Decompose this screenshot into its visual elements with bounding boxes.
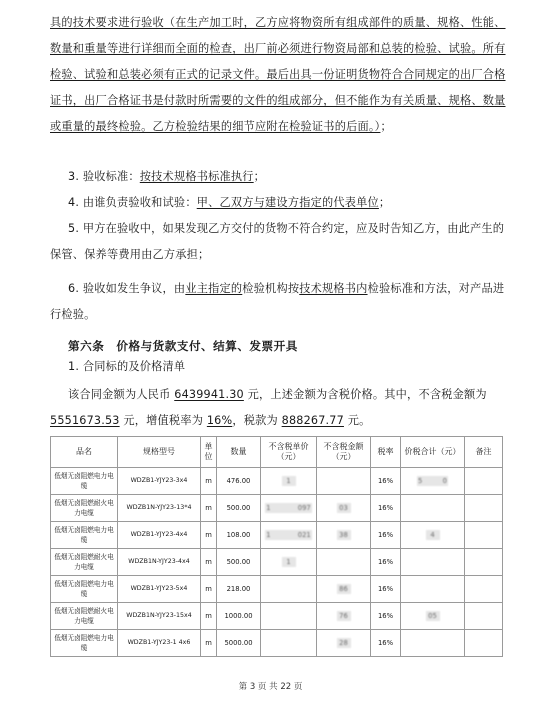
text: 元。	[343, 414, 371, 427]
cell-amount	[317, 549, 371, 576]
cell-qty: 1000.00	[217, 603, 261, 630]
redacted-value: 28	[337, 638, 351, 648]
cell-total	[401, 603, 465, 630]
cell-amount	[317, 468, 371, 495]
paragraph-line: 数量和重量等进行详细而全面的检查，出厂前必须进行物资局部和总装的检验、试验。所有	[50, 42, 506, 55]
cell-note	[465, 630, 503, 657]
punctuation: ；	[253, 170, 266, 183]
cell-name: 低烟无卤阻燃电力电缆	[51, 522, 118, 549]
cell-name: 低烟无卤阻燃电力电缆	[51, 576, 118, 603]
underlined-text: 技术规格书内	[299, 282, 368, 295]
section-title: 第六条 价格与货款支付、结算、发票开具	[68, 339, 298, 353]
redacted-value: 5 0	[417, 477, 448, 485]
cell-unit: m	[201, 495, 217, 522]
text: 元，上述金额为含税价格。其中，不含税金额为	[243, 388, 487, 401]
cell-rate: 16%	[371, 603, 401, 630]
cell-model: WDZB1N-YJY23-4x4	[118, 549, 201, 576]
table-row	[51, 522, 503, 549]
cell-model: WDZB1-YJY23-3x4	[118, 468, 201, 495]
paragraph-line: 证书，出厂合格证书是付款时所需要的文件的组成部分，但不能作为有关质量、规格、数量	[50, 94, 506, 107]
cell-qty: 218.00	[217, 576, 261, 603]
tax-amount: 888267.77	[281, 414, 344, 427]
cell-qty: 5000.00	[217, 630, 261, 657]
cell-price	[261, 576, 317, 603]
item-value: 甲、乙双方与建设方指定的代表单位	[196, 196, 379, 209]
cell-unit: m	[201, 549, 217, 576]
col-header-qty: 数量	[217, 437, 261, 468]
cell-qty: 108.00	[217, 522, 261, 549]
punctuation: ；	[380, 120, 392, 133]
text: 检验机构按	[242, 282, 300, 295]
col-header-unit: 单位	[201, 437, 217, 468]
cell-name: 低烟无卤阻燃耐火电力电缆	[51, 549, 118, 576]
paragraph-line: 保管、保养等费用由乙方承担；	[50, 248, 210, 261]
cell-model: WDZB1-YJY23-1 4x6	[118, 630, 201, 657]
item-value: 按技术规格书标准执行	[139, 170, 254, 183]
cell-model: WDZB1-YJY23-5x4	[118, 576, 201, 603]
cell-amount	[317, 603, 371, 630]
untaxed-amount: 5551673.53	[50, 414, 120, 427]
redacted-value: 86	[337, 584, 351, 594]
page-footer: 第 3 页 共 22 页	[238, 682, 303, 692]
redacted-value: 1 021	[266, 531, 311, 539]
cell-rate: 16%	[371, 576, 401, 603]
table-row	[51, 495, 503, 522]
col-header-model: 规格型号	[118, 437, 201, 468]
cell-model: WDZB1N-YJY23-15x4	[118, 603, 201, 630]
underlined-text: 或重量的最终检验。乙方检验结果的细节应附在检验证书的后面。）	[50, 120, 381, 133]
cell-rate: 16%	[371, 522, 401, 549]
cell-name: 低烟无卤阻燃电力电缆	[51, 468, 118, 495]
redacted-value: 1	[282, 557, 296, 567]
paragraph-line	[50, 114, 490, 140]
table-header-row	[51, 437, 503, 468]
cell-rate: 16%	[371, 549, 401, 576]
cell-price	[261, 603, 317, 630]
text: 该合同金额为人民币	[68, 388, 175, 401]
cell-unit: m	[201, 630, 217, 657]
cell-total	[401, 522, 465, 549]
cell-rate: 16%	[371, 468, 401, 495]
item-prefix: 4. 由谁负责验收和试验：	[68, 196, 197, 209]
cell-price	[261, 549, 317, 576]
text: 6. 验收如发生争议，由	[68, 282, 186, 295]
cell-price	[261, 468, 317, 495]
redacted-value: 1 097	[266, 504, 311, 512]
cell-unit: m	[201, 468, 217, 495]
cell-note	[465, 576, 503, 603]
cell-name: 低烟无卤阻燃耐火电力电缆	[51, 495, 118, 522]
cell-rate: 16%	[371, 630, 401, 657]
paragraph-line: 检验、试验和总装必须有正式的记录文件。最后出具一份证明货物符合合同规定的出厂合格	[50, 68, 506, 81]
redacted-value: 05	[426, 611, 440, 621]
text: ，税款为	[232, 414, 282, 427]
cell-total	[401, 495, 465, 522]
cell-amount	[317, 630, 371, 657]
cell-price	[261, 522, 317, 549]
cell-name: 低烟无卤阻燃电力电缆	[51, 630, 118, 657]
cell-total	[401, 576, 465, 603]
redacted-value: 76	[337, 611, 351, 621]
cell-model: WDZB1N-YJY23-13*4	[118, 495, 201, 522]
cell-unit: m	[201, 522, 217, 549]
col-header-note: 备注	[465, 437, 503, 468]
table-row	[51, 576, 503, 603]
cell-amount	[317, 522, 371, 549]
item-prefix: 3. 验收标准：	[68, 170, 140, 183]
punctuation: ；	[378, 196, 391, 209]
cell-amount	[317, 576, 371, 603]
redacted-value: 38	[337, 530, 351, 540]
redacted-value: 4	[426, 530, 440, 540]
col-header-amount: 不含税金额（元）	[317, 437, 371, 468]
cell-name: 低烟无卤阻燃耐火电力电缆	[51, 603, 118, 630]
paragraph-line: 5. 甲方在验收中，如果发现乙方交付的货物不符合约定，应及时告知乙方，由此产生的	[68, 222, 505, 235]
acceptance-responsible	[68, 190, 508, 216]
cell-unit: m	[201, 603, 217, 630]
subsection-title: 1. 合同标的及价格清单	[68, 360, 186, 373]
cell-note	[465, 603, 503, 630]
paragraph-line: 行检验。	[50, 308, 96, 321]
text: 元，增值税率为	[119, 414, 207, 427]
paragraph-line: 具的技术要求进行验收（在生产加工时，乙方应将物资所有组成部件的质量、规格、性能、	[50, 16, 506, 29]
cell-total	[401, 468, 465, 495]
cell-qty: 476.00	[217, 468, 261, 495]
cell-note	[465, 549, 503, 576]
price-statement-line1	[68, 382, 508, 408]
col-header-total: 价税合计（元）	[401, 437, 465, 468]
cell-note	[465, 522, 503, 549]
tax-rate: 16%	[206, 414, 233, 427]
table-row	[51, 468, 503, 495]
acceptance-standard	[68, 164, 508, 190]
cell-price	[261, 630, 317, 657]
price-statement-line2	[50, 408, 490, 434]
col-header-rate: 税率	[371, 437, 401, 468]
cell-note	[465, 495, 503, 522]
cell-qty: 500.00	[217, 549, 261, 576]
cell-rate: 16%	[371, 495, 401, 522]
redacted-value: 1	[282, 476, 296, 486]
cell-qty: 500.00	[217, 495, 261, 522]
table-row	[51, 549, 503, 576]
cell-total	[401, 630, 465, 657]
table-row	[51, 630, 503, 657]
cell-amount	[317, 495, 371, 522]
col-header-name: 品名	[51, 437, 118, 468]
redacted-value: 03	[337, 503, 351, 513]
contract-total: 6439941.30	[174, 388, 244, 401]
cell-note	[465, 468, 503, 495]
text: 检验标准和方法，对产品进	[367, 282, 505, 295]
price-table	[50, 436, 503, 657]
dispute-clause	[68, 276, 508, 302]
cell-unit: m	[201, 576, 217, 603]
cell-model: WDZB1-YJY23-4x4	[118, 522, 201, 549]
underlined-text: 业主指定的	[185, 282, 243, 295]
table-row	[51, 603, 503, 630]
cell-price	[261, 495, 317, 522]
cell-total	[401, 549, 465, 576]
col-header-price: 不含税单价（元）	[261, 437, 317, 468]
